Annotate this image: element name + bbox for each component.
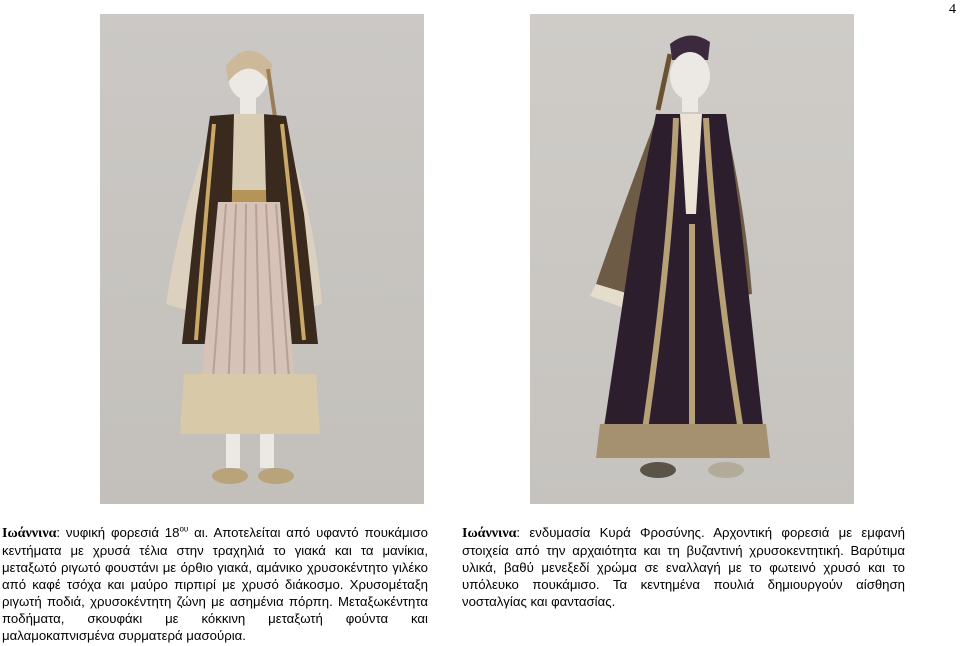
caption-text-body: αι. Αποτελείται από υφαντό πουκάμισο κεντήματα με χρυσά τέλια στην τραχηλιά το γιακά και τα μανίκια, μεταξωτό ριγωτό φουστάνι με όρθιο γιακά, αμάνικο χρυσοκέντητο γιλέκο από καφέ τσόχα και μαύρο πιρπιρί με χρυσό διάκοσμο. Χρυσομέταξη ριγωτή ποδιά, χρυσοκέντητη ζώνη με ασημένια πόρπη. Μεταξωκέντητα ποδήματα, σκουφάκι με κόκκινη μεταξωτή φούντα και μαλαμοκαπνισμένα συρματερά μασούρια. xyxy=(2,525,428,643)
left-photo-caption xyxy=(2,524,428,644)
kyra-frosyni-costume-photo xyxy=(530,14,854,504)
right-photo-caption xyxy=(462,524,905,610)
bridal-costume-photo xyxy=(100,14,424,504)
caption-text-body: : ενδυμασία Κυρά Φροσύνης. Αρχοντική φορεσιά με εμφανή στοιχεία από την αρχαιότητα και τη βυζαντινή χρυσοκεντητική. Βαρύτιμα υλικά, βαθύ μενεξεδί χρώμα σε εναλλαγή με το φωτεινό χρυσό και το υπόλευκο πουκάμισο. Τα κεντημένα πουλιά δημιουργούν αίσθηση νοσταλγίας και φαντασίας. xyxy=(462,525,905,609)
caption-place-name: Ιωάννινα xyxy=(2,526,57,541)
caption-text-intro: : νυφική φορεσιά 18 xyxy=(56,525,180,540)
caption-place-name: Ιωάννινα xyxy=(462,526,517,541)
page-number: 4 xyxy=(949,2,956,17)
ordinal-superscript: ου xyxy=(179,524,189,534)
